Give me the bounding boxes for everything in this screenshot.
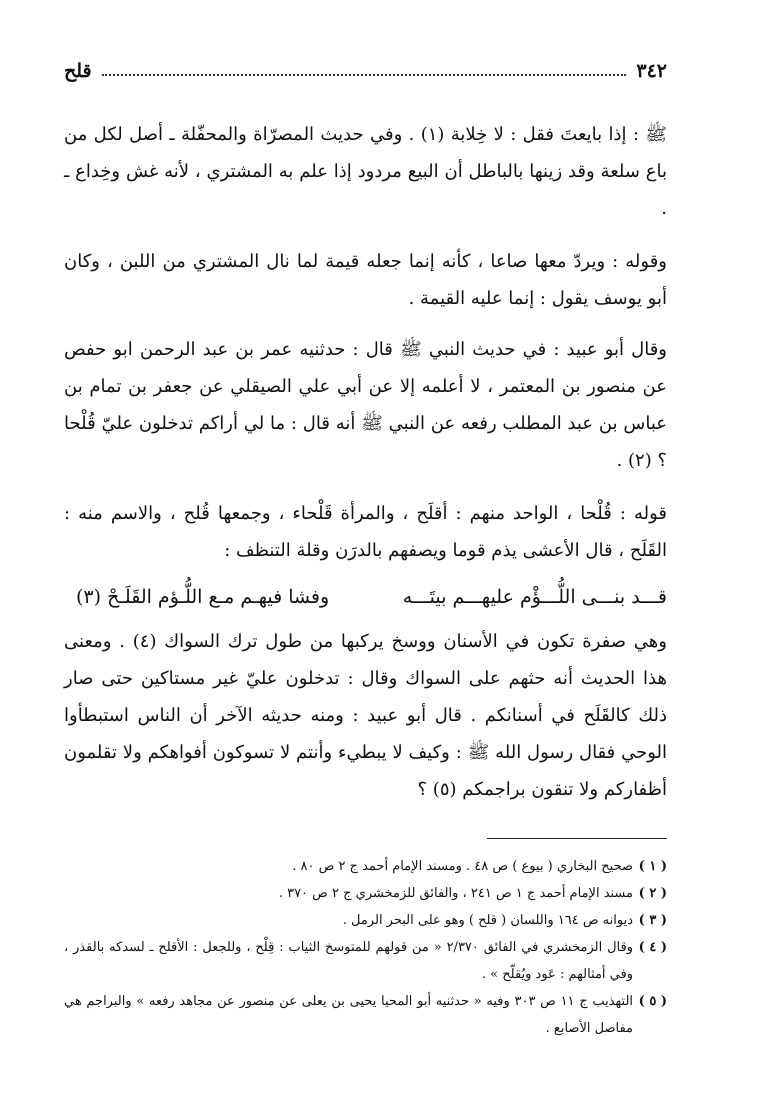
footnote-number: ( ٥ ) <box>638 994 667 1009</box>
poetry-verse <box>64 577 667 617</box>
footnote-2 <box>64 880 667 907</box>
page-header <box>64 56 667 86</box>
footnote-text: صحيح البخاري ( بيوع ) ص ٤٨ . ومسند الإمام أحمد ج ٢ ص ٨٠ . <box>292 859 633 874</box>
paragraph-2: وقوله : ويردّ معها صاعا ، كأنه إنما جعله قيمة لما نال المشتري من اللبن ، وكان أبو يوسف يقول : إنما عليه القيمة . <box>64 251 667 309</box>
footnote-1 <box>64 853 667 880</box>
footnote-text: مسند الإمام أحمد ج ١ ص ٢٤١ ، والفائق للزمخشري ج ٢ ص ٣٧٠ . <box>278 886 633 901</box>
page-number: ٣٤٢ <box>636 60 667 82</box>
paragraph-1: ﷺ : إذا بايعتَ فقل : لا خِلابة (١) . وفي حديث المصرّاة والمحفّلة ـ أصل لكل من باع سلعة وقد زينها بالباطل أن البيع مردود إذا علم به المشتري ، لأنه غش وخِداع ـ . <box>64 124 668 219</box>
verse-second-hemistich: وفشا فيهـم مـع اللُّـؤم القَلَـحْ (٣) <box>76 586 330 608</box>
footnote-text: التهذيب ج ١١ ص ٣٠٣ وفيه « حدثنيه أبو المحيا يحيى بن يعلى عن منصور عن مجاهد رفعه » والبراجم هي مفاصل الأصابع . <box>64 994 634 1036</box>
footnote-number: ( ٣ ) <box>638 913 667 928</box>
paragraph-5: وهي صفرة تكون في الأسنان ووسخ يركبها من طول ترك السواك (٤) . ومعنى هذا الحديث أنه حثهم على السواك وقال : تدخلون عليّ غير مستاكين حتى صار ذلك كالقَلَح في أسنانكم . قال أبو عبيد : ومنه حديثه الآخر أن الناس استبطأوا الوحي فقال رسول الله ﷺ : وكيف لا يبطيء وأنتم لا تسوكون أفواهكم ولا تقلمون أظفاركم ولا تنقون براجمكم (٥) ؟ <box>64 631 667 800</box>
footnote-4 <box>64 934 667 988</box>
footnotes <box>64 853 667 1042</box>
page-title: قلح <box>64 60 92 82</box>
footnote-5 <box>64 988 667 1042</box>
header-leader-dots <box>102 74 627 76</box>
footnote-number: ( ٤ ) <box>638 940 667 955</box>
verse-first-hemistich: قـــد بنـــى اللُّـــؤْم عليهـــم بيتَـــه <box>402 586 667 608</box>
footnote-number: ( ٢ ) <box>638 886 667 901</box>
footnote-text: وقال الزمخشري في الفائق ٢/٣٧٠ « من قولهم للمتوسخ الثياب : قِلْح ، وللجعل : الأقلح ـ لسدكه بالقذر ، وفي أمثالهم : عَود ويُقلّح » . <box>64 940 633 982</box>
paragraph-4: قوله : قُلْحا ، الواحد منهم : أقلَح ، والمرأة قَلْحاء ، وجمعها قُلح ، والاسم منه : القَلَح ، قال الأعشى يذم قوما ويصفهم بالدرَن وقلة التنظف : <box>64 503 667 561</box>
footnote-number: ( ١ ) <box>638 859 667 874</box>
footnote-3 <box>64 907 667 934</box>
footnote-separator <box>487 838 667 839</box>
paragraph-3: وقال أبو عبيد : في حديث النبي ﷺ قال : حدثنيه عمر بن عبد الرحمن ابو حفص عن منصور بن المعتمر ، لا أعلمه إلا عن أبي علي الصيقلي عن جعفر بن تمام بن عباس بن عبد المطلب رفعه عن النبي ﷺ أنه قال : ما لي أراكم تدخلون عليّ قُلْحا ؟ (٢) . <box>64 339 667 471</box>
footnote-separator-wrap <box>64 808 667 839</box>
footnote-text: ديوانه ص ١٦٤ واللسان ( قلح ) وهو على البحر الرمل . <box>342 913 633 928</box>
